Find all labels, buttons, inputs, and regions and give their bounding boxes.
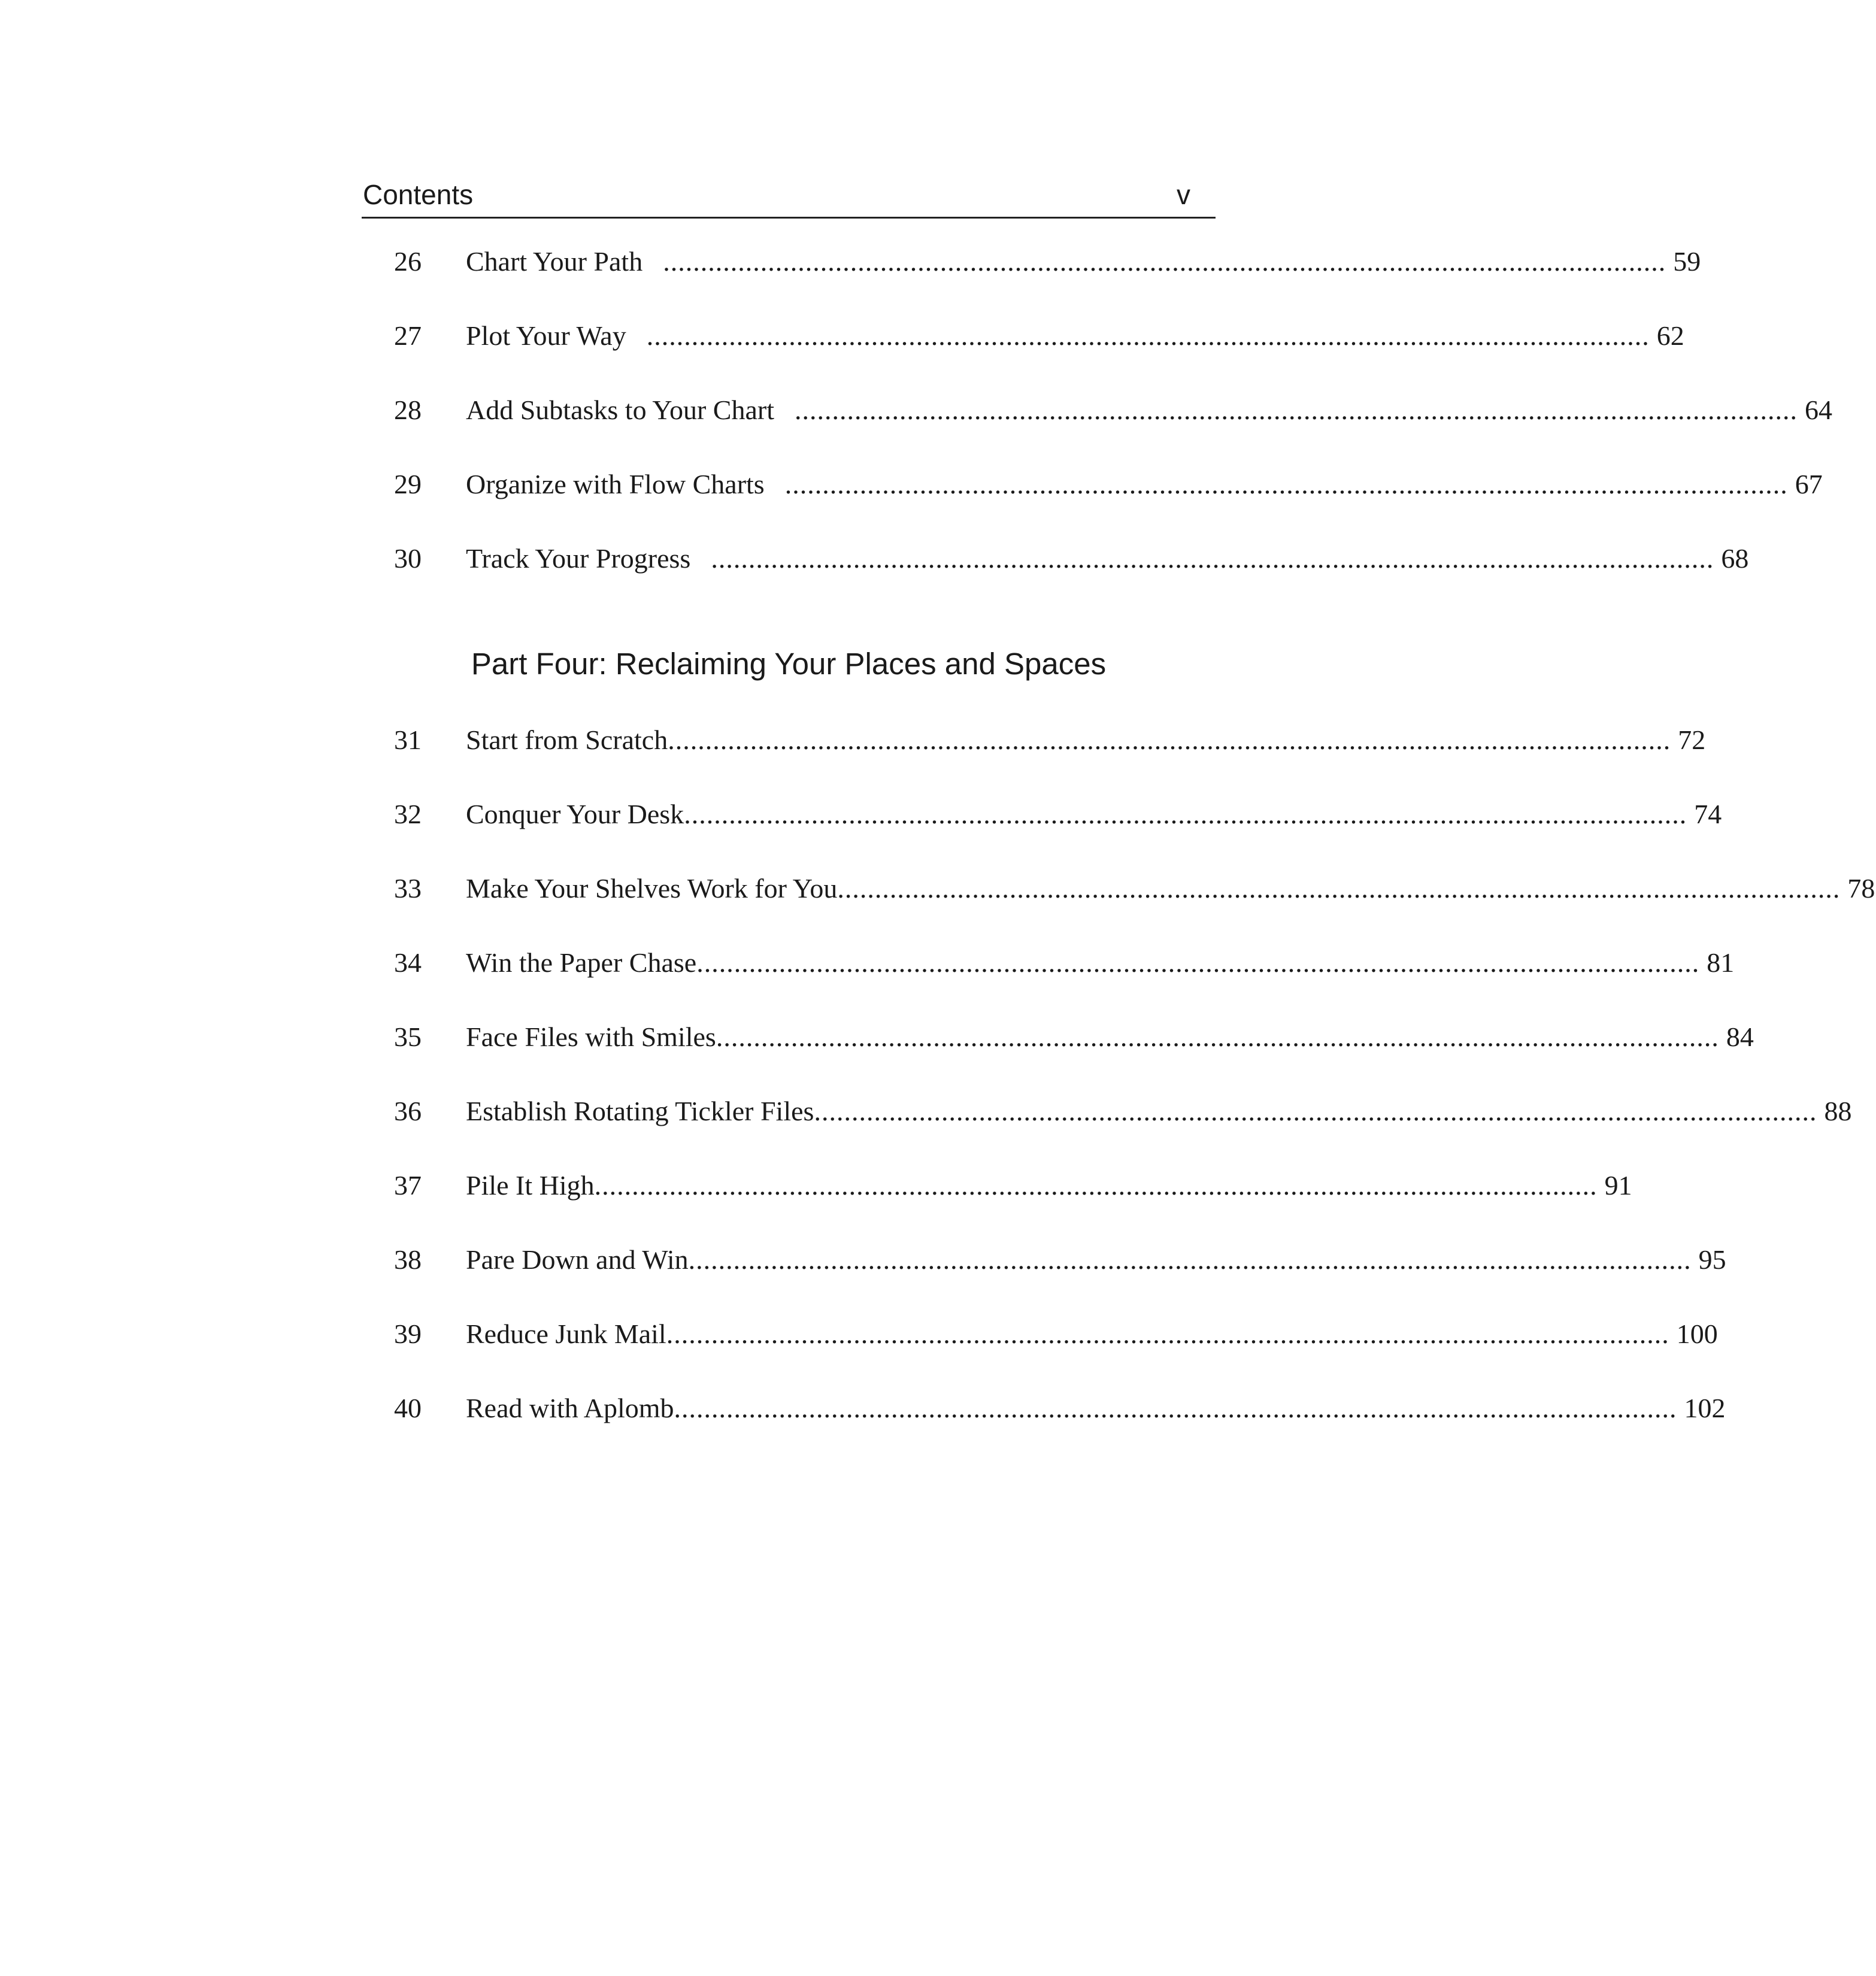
dot-leader: ......................................................................................................................................	[646, 320, 1650, 351]
dot-leader: ......................................................................................................................................	[784, 469, 1788, 499]
chapter-page: 102	[1684, 1393, 1726, 1423]
chapter-number: 28	[394, 395, 422, 425]
dot-leader: ......................................................................................................................................	[684, 799, 1687, 829]
toc-list-part-four	[393, 718, 1875, 1460]
chapter-number: 40	[394, 1393, 422, 1423]
part-heading: Part Four: Reclaiming Your Places and Spaces	[471, 647, 1107, 681]
chapter-title: Track Your Progress	[466, 543, 691, 574]
dot-leader: ......................................................................................................................................	[814, 1096, 1817, 1126]
chapter-number: 30	[394, 543, 422, 574]
chapter-number: 32	[394, 799, 422, 829]
chapter-title: Face Files with Smiles	[466, 1022, 716, 1052]
chapter-number: 26	[394, 246, 422, 277]
dot-leader: ......................................................................................................................................	[837, 873, 1841, 904]
chapter-title: Chart Your Path	[466, 246, 643, 277]
chapter-page: 88	[1824, 1096, 1852, 1126]
running-header-title: Contents	[363, 179, 474, 210]
chapter-title: Pare Down and Win	[466, 1244, 689, 1275]
chapter-page: 67	[1795, 469, 1823, 499]
chapter-page: 64	[1805, 395, 1833, 425]
chapter-page: 95	[1698, 1244, 1726, 1275]
chapter-title: Conquer Your Desk	[466, 799, 684, 829]
chapter-page: 62	[1656, 320, 1684, 351]
toc-entry	[393, 388, 1833, 462]
chapter-number: 27	[394, 320, 422, 351]
chapter-title: Add Subtasks to Your Chart	[466, 395, 775, 425]
dot-leader: ......................................................................................................................................	[688, 1244, 1692, 1275]
chapter-number: 36	[394, 1096, 422, 1126]
chapter-page: 100	[1676, 1319, 1718, 1349]
toc-entry	[393, 718, 1706, 792]
running-header	[362, 177, 1216, 219]
toc-entry	[393, 941, 1735, 1015]
chapter-number: 35	[394, 1022, 422, 1052]
toc-entry	[393, 537, 1749, 611]
toc-entry	[393, 240, 1701, 314]
chapter-page: 72	[1678, 725, 1706, 755]
chapter-title: Read with Aplomb	[466, 1393, 674, 1423]
toc-entry	[393, 1089, 1852, 1163]
dot-leader: ......................................................................................................................................	[674, 1393, 1677, 1423]
chapter-number: 29	[394, 469, 422, 499]
chapter-number: 31	[394, 725, 422, 755]
chapter-page: 81	[1707, 947, 1735, 978]
toc-entry	[393, 462, 1823, 537]
chapter-page: 59	[1673, 246, 1701, 277]
chapter-title: Pile It High	[466, 1170, 595, 1201]
toc-entry	[393, 1015, 1754, 1089]
toc-entry	[393, 314, 1684, 388]
chapter-title: Make Your Shelves Work for You	[466, 873, 838, 904]
dot-leader: ......................................................................................................................................	[795, 395, 1798, 425]
dot-leader: ......................................................................................................................................	[663, 246, 1666, 277]
chapter-page: 74	[1694, 799, 1722, 829]
chapter-title: Plot Your Way	[466, 320, 626, 351]
chapter-title: Start from Scratch	[466, 725, 668, 755]
dot-leader: ......................................................................................................................................	[696, 947, 1700, 978]
dot-leader: ......................................................................................................................................	[668, 725, 1671, 755]
toc-entry	[393, 1386, 1726, 1460]
chapter-page: 84	[1726, 1022, 1754, 1052]
chapter-page: 68	[1721, 543, 1749, 574]
chapter-number: 38	[394, 1244, 422, 1275]
chapter-page: 78	[1847, 873, 1875, 904]
chapter-title: Reduce Junk Mail	[466, 1319, 666, 1349]
dot-leader: ......................................................................................................................................	[716, 1022, 1719, 1052]
chapter-title: Organize with Flow Charts	[466, 469, 765, 499]
chapter-number: 37	[394, 1170, 422, 1201]
toc-entry	[393, 792, 1722, 866]
toc-entry	[393, 866, 1875, 941]
chapter-number: 34	[394, 947, 422, 978]
toc-entry	[393, 1238, 1726, 1312]
toc-entry	[393, 1163, 1632, 1238]
chapter-title: Win the Paper Chase	[466, 947, 697, 978]
chapter-number: 39	[394, 1319, 422, 1349]
chapter-number: 33	[394, 873, 422, 904]
page-number: v	[1177, 179, 1190, 210]
toc-entry	[393, 1312, 1718, 1386]
dot-leader: ......................................................................................................................................	[711, 543, 1714, 574]
dot-leader: ......................................................................................................................................	[666, 1319, 1669, 1349]
dot-leader: ......................................................................................................................................	[594, 1170, 1598, 1201]
toc-list-part-three	[393, 240, 1833, 611]
chapter-page: 91	[1604, 1170, 1632, 1201]
chapter-title: Establish Rotating Tickler Files	[466, 1096, 814, 1126]
